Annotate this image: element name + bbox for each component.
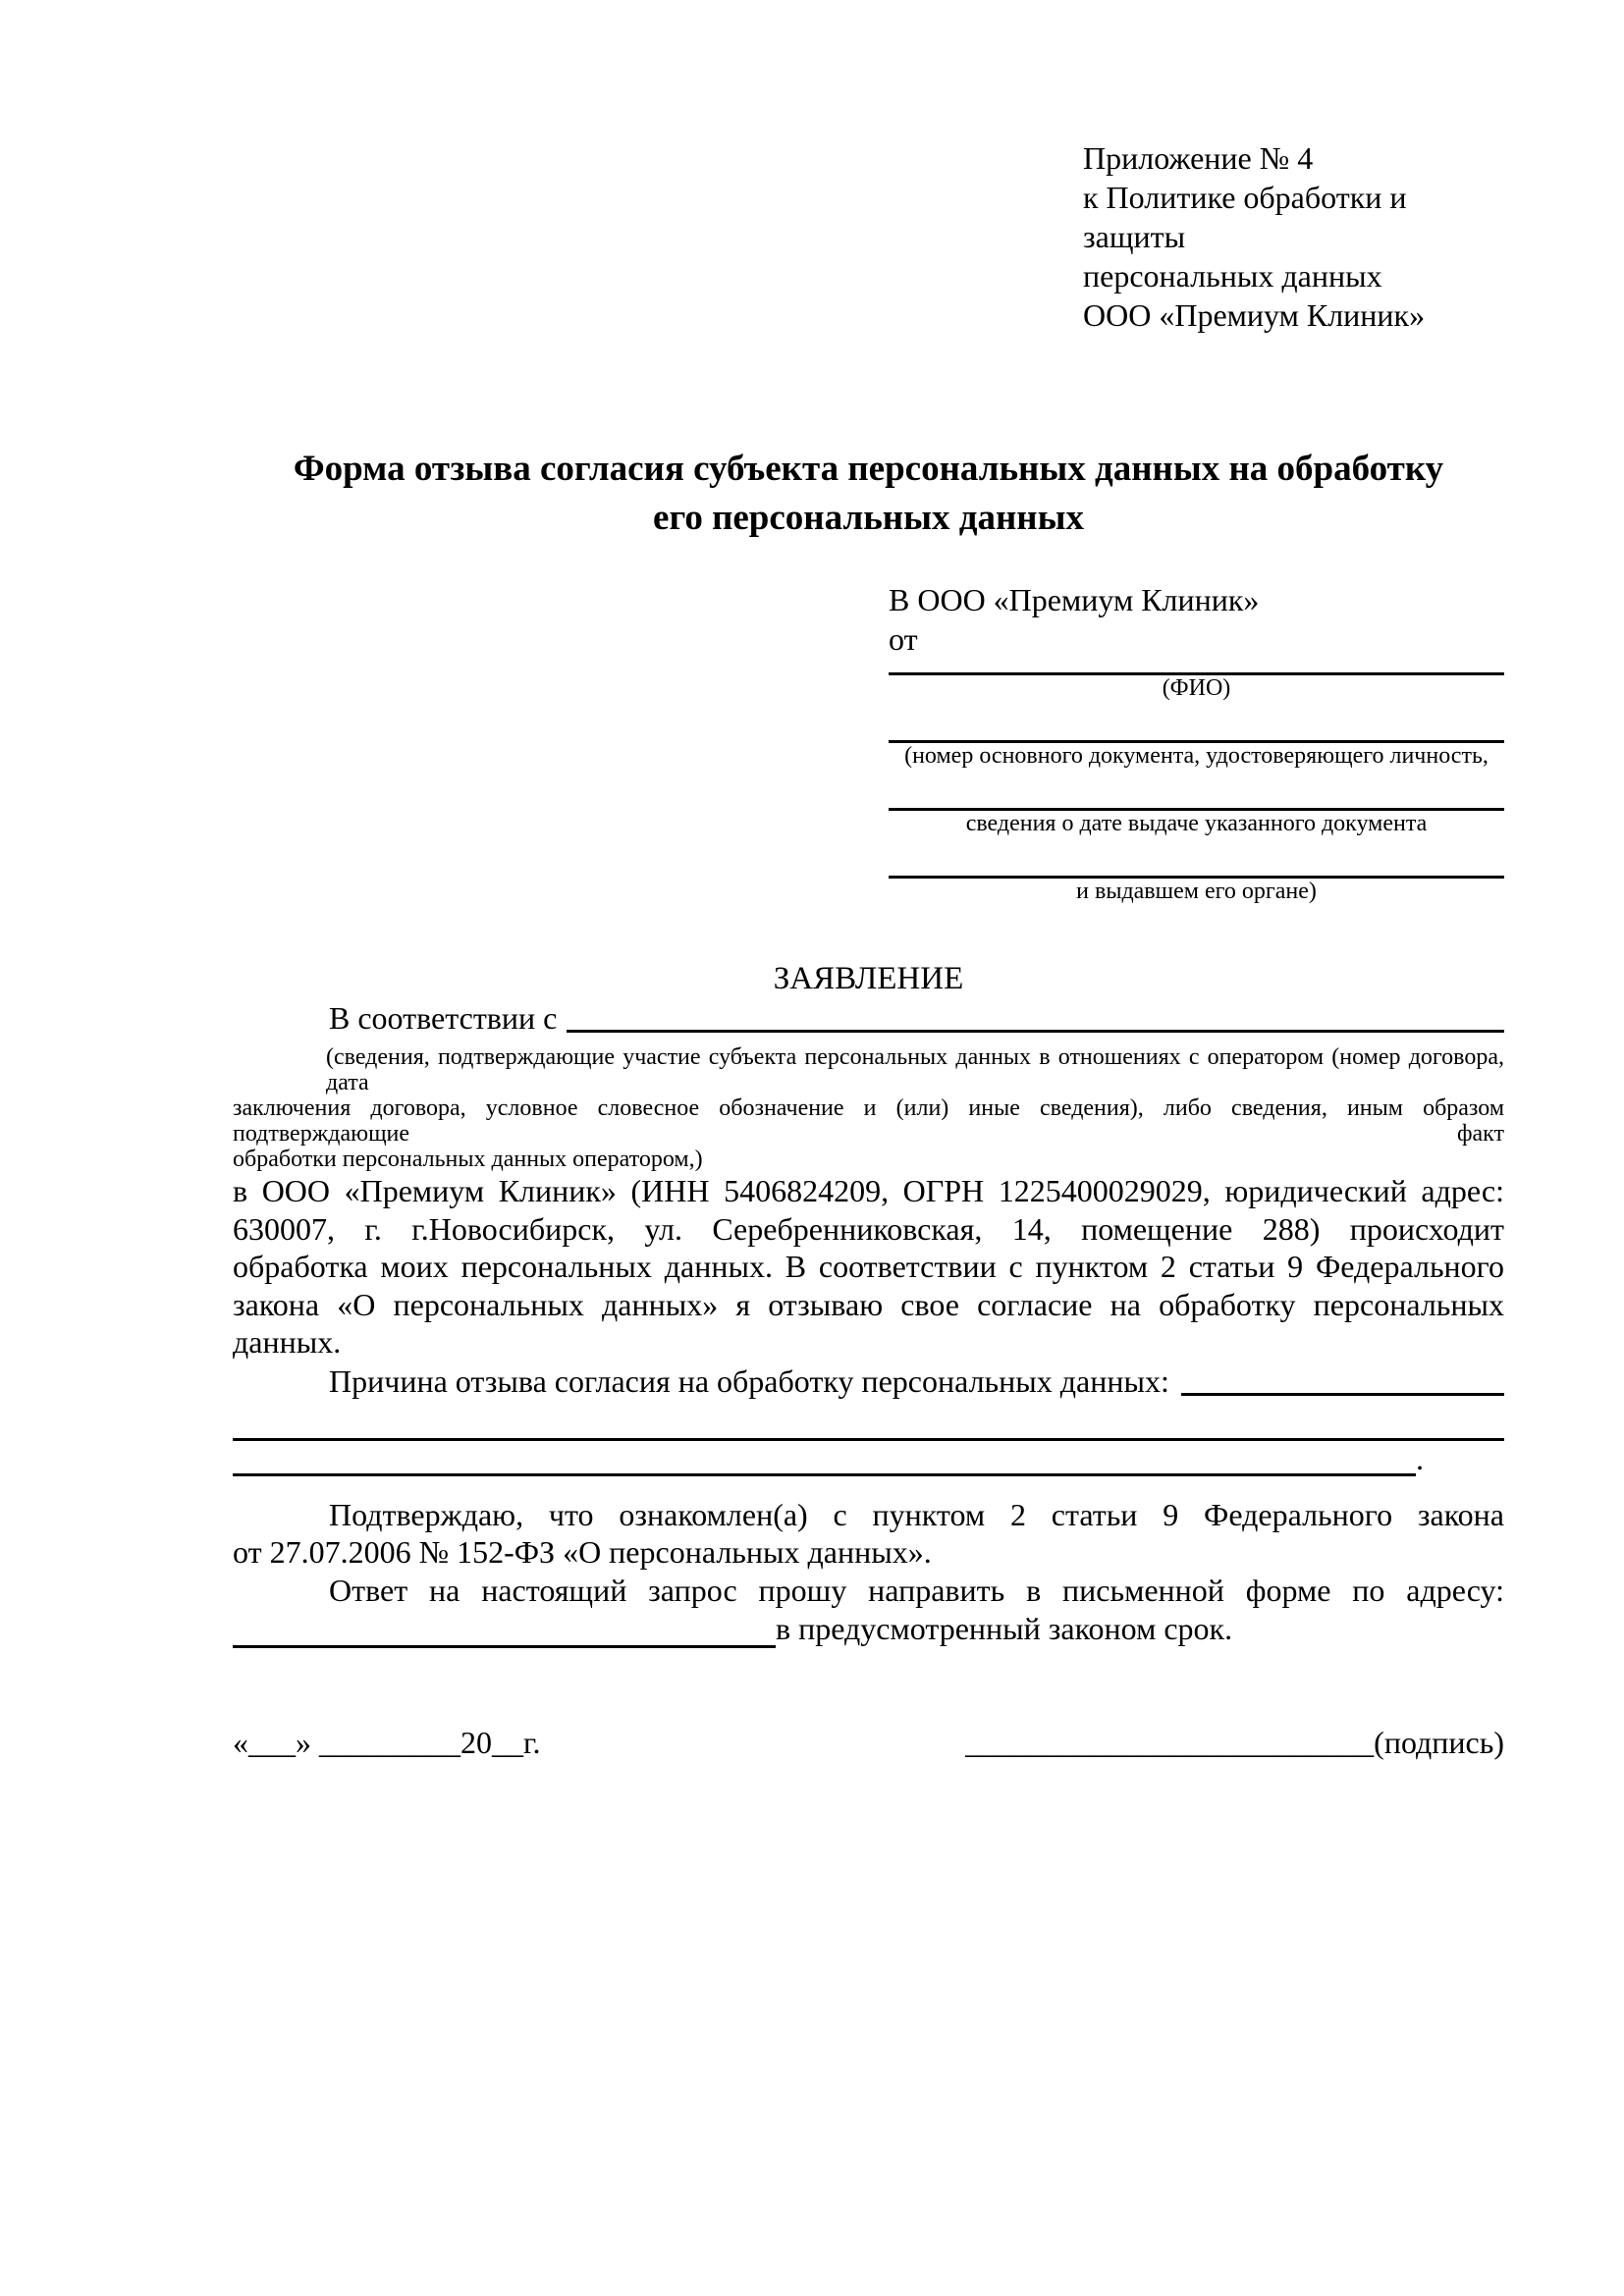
body-line: данных. <box>233 1324 342 1360</box>
appendix-header <box>1083 138 1504 335</box>
document-number-field <box>889 734 1504 769</box>
reason-blank-line-3 <box>233 1441 1416 1476</box>
fio-field <box>889 667 1504 701</box>
form-title <box>233 445 1504 543</box>
intro-blank-line <box>567 998 1504 1033</box>
reply-address-row <box>233 1609 1504 1648</box>
fio-blank-line <box>889 667 1504 675</box>
confirmation-paragraph <box>233 1496 1504 1572</box>
intro-row <box>233 998 1504 1038</box>
body-line: в ООО «Премиум Клиник» (ИНН 5406824209, ОГРН 1225400029029, юридический адрес: <box>233 1173 1504 1208</box>
fine-print-line: заключения договора, условное словесное обозначение и (или) иные сведения), либо сведения, иным образом подтверждающие факт <box>233 1095 1504 1147</box>
statement-heading: ЗАЯВЛЕНИЕ <box>773 961 964 996</box>
issuing-authority-blank-line <box>889 870 1504 879</box>
addressee-organization: В ООО «Премиум Клиник» <box>889 582 1260 617</box>
body-line: закона «О персональных данных» я отзываю свое согласие на обработку персональных <box>233 1286 1504 1322</box>
reason-blank-row-3 <box>233 1441 1504 1476</box>
fio-caption: (ФИО) <box>1162 675 1231 701</box>
intro-prefix: В соответствии с <box>329 1000 558 1036</box>
signature-group <box>965 1723 1504 1762</box>
addressee-from-label: от <box>889 621 918 657</box>
appendix-line: ООО «Премиум Клиник» <box>1083 297 1426 333</box>
reason-blank-line-2 <box>233 1403 1504 1441</box>
confirmation-line: от 27.07.2006 № 152-ФЗ «О персональных данных». <box>233 1534 932 1570</box>
appendix-line: Приложение № 4 <box>1083 140 1314 176</box>
issue-date-field <box>889 802 1504 836</box>
document-number-blank-line <box>889 734 1504 743</box>
fine-print <box>233 1044 1504 1172</box>
issuing-authority-caption: и выдавшем его органе) <box>1076 879 1317 904</box>
issuing-authority-field <box>889 870 1504 904</box>
confirmation-line: Подтверждаю, что ознакомлен(а) с пунктом 2 статьи 9 Федерального закона <box>329 1496 1504 1532</box>
form-title-line: Форма отзыва согласия субъекта персональных данных на обработку <box>293 449 1444 489</box>
fine-print-line: (сведения, подтверждающие участие субъекта персональных данных в отношениях с оператором (номер договора, дата <box>326 1044 1504 1095</box>
addressee-block <box>889 580 1504 904</box>
signing-row <box>233 1723 1504 1762</box>
reply-suffix: в предусмотренный законом срок. <box>776 1611 1233 1646</box>
issue-date-blank-line <box>889 802 1504 811</box>
reason-label: Причина отзыва согласия на обработку персональных данных: <box>329 1362 1169 1399</box>
reason-row <box>233 1362 1504 1401</box>
appendix-line: персональных данных <box>1083 258 1382 294</box>
reply-paragraph: Ответ на настоящий запрос прошу направить в письменной форме по адресу: <box>329 1572 1504 1608</box>
address-blank-line <box>233 1612 776 1648</box>
appendix-line: к Политике обработки и защиты <box>1083 180 1407 254</box>
reason-blank-line <box>1181 1362 1504 1396</box>
date-line: «___» _________20__г. <box>233 1725 541 1760</box>
form-title-line: его персональных данных <box>653 498 1084 538</box>
body-line: 630007, г. г.Новосибирск, ул. Серебренниковская, 14, помещение 288) происходит <box>233 1210 1504 1247</box>
body-paragraph <box>233 1172 1504 1362</box>
fine-print-line: обработки персональных данных оператором,) <box>233 1147 703 1172</box>
body-line: обработка моих персональных данных. В соответствии с пунктом 2 статьи 9 Федерального <box>233 1249 1504 1284</box>
document-number-caption: (номер основного документа, удостоверяющего личность, <box>904 743 1489 769</box>
period-terminator: . <box>1416 1440 1424 1476</box>
signature-line: __________________________ <box>965 1725 1375 1760</box>
signature-caption: (подпись) <box>1374 1725 1504 1760</box>
issue-date-caption: сведения о дате выдаче указанного документа <box>965 811 1428 836</box>
